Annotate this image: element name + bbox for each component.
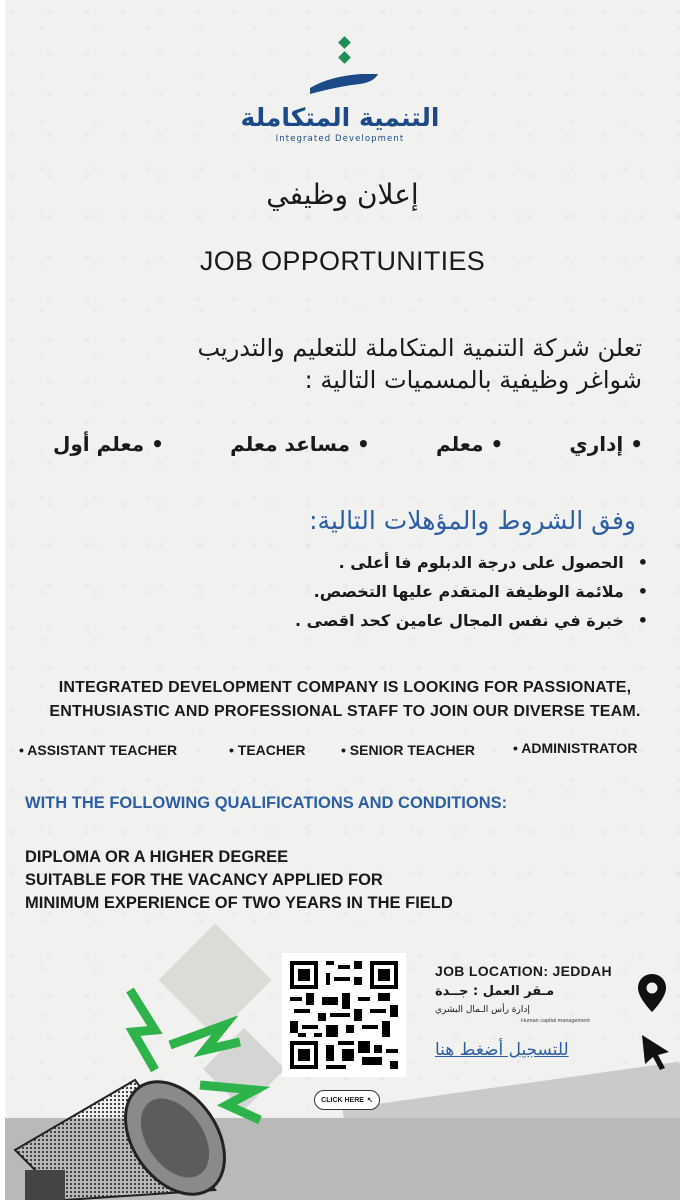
heading-english: JOB OPPORTUNITIES bbox=[199, 246, 486, 276]
intro-arabic bbox=[42, 332, 642, 396]
role-arabic: • معلم bbox=[436, 432, 503, 456]
condition-item-arabic: • الحصول على درجة الدبلوم فا أعلى . bbox=[128, 548, 648, 577]
roles-arabic bbox=[53, 432, 643, 456]
heading-arabic: إعلان وظيفي bbox=[266, 178, 419, 211]
role-english: • ADMINISTRATOR bbox=[513, 740, 637, 756]
qualification-item-english: DIPLOMA OR A HIGHER DEGREE bbox=[25, 848, 289, 866]
job-poster bbox=[5, 0, 680, 1200]
department-arabic: إدارة رأس الـمال البشري bbox=[435, 1005, 530, 1015]
qr-code-icon bbox=[290, 961, 398, 1069]
job-location-arabic: مـقر العمل : جــدة bbox=[435, 984, 555, 999]
condition-item-arabic: • خبرة في نفس المجال عامين كحد اقصى . bbox=[128, 606, 648, 635]
qualification-item-english: MINIMUM EXPERIENCE OF TWO YEARS IN THE FIELD bbox=[25, 894, 453, 912]
intro-english bbox=[25, 676, 665, 724]
role-english: • SENIOR TEACHER bbox=[341, 742, 475, 758]
conditions-list-arabic bbox=[128, 548, 648, 635]
role-arabic: • إداري bbox=[569, 432, 643, 456]
role-english: • TEACHER bbox=[229, 742, 305, 758]
qualifications-title-english: WITH THE FOLLOWING QUALIFICATIONS AND CONDITIONS: bbox=[25, 794, 508, 812]
intro-english-line: INTEGRATED DEVELOPMENT COMPANY IS LOOKING FOR PASSIONATE, bbox=[58, 679, 632, 696]
role-arabic: • معلم أول bbox=[53, 432, 164, 456]
qualifications-list-english bbox=[25, 846, 585, 915]
qualification-item-english: SUITABLE FOR THE VACANCY APPLIED FOR bbox=[25, 871, 383, 889]
job-location-english: JOB LOCATION: JEDDAH bbox=[435, 963, 612, 979]
department-english: Human capital management bbox=[521, 1018, 590, 1024]
intro-arabic-line: تعلن شركة التنمية المتكاملة للتعليم والتدريب bbox=[197, 334, 642, 362]
conditions-title-arabic: وفق الشروط والمؤهلات التالية: bbox=[309, 506, 636, 535]
logo-english-name: Integrated Development bbox=[275, 134, 405, 144]
register-link[interactable]: للتسجيل أضغط هنا bbox=[435, 1040, 569, 1060]
pointer-icon: ↖ bbox=[366, 1097, 373, 1104]
cursor-arrow-icon bbox=[639, 1032, 673, 1072]
megaphone-icon bbox=[5, 970, 305, 1200]
click-here-label: CLICK HERE bbox=[321, 1096, 364, 1104]
intro-english-line: ENTHUSIASTIC AND PROFESSIONAL STAFF TO JOIN OUR DIVERSE TEAM. bbox=[49, 703, 641, 720]
click-here-button[interactable] bbox=[314, 1090, 380, 1110]
condition-item-arabic: • ملائمة الوظيفة المتقدم عليها التخصص. bbox=[128, 577, 648, 606]
location-pin-icon bbox=[637, 973, 667, 1013]
role-arabic: • مساعد معلم bbox=[230, 432, 370, 456]
role-english: • ASSISTANT TEACHER bbox=[19, 742, 177, 758]
qr-code[interactable] bbox=[282, 953, 406, 1077]
logo-arabic-name: التنمية المتكاملة bbox=[240, 103, 440, 132]
intro-arabic-line: شواغر وظيفية بالمسميات التالية : bbox=[304, 366, 642, 394]
company-logo-icon bbox=[300, 36, 390, 106]
